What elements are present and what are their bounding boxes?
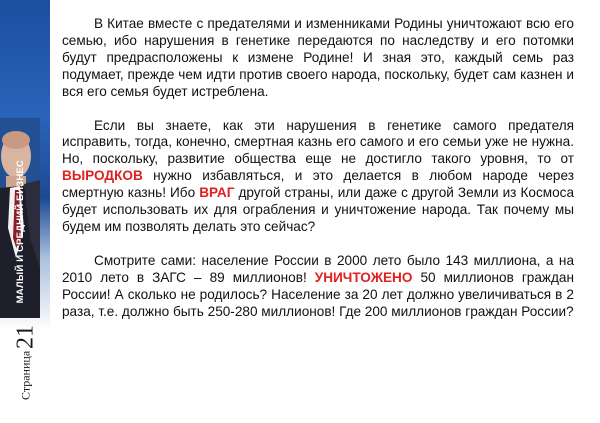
text-run: нужно избавляться, и это делается в любом народе через смертную казнь! Ибо — [62, 168, 574, 201]
text-run: другой страны, или даже с другой Земли из Космоса будет использовать их для ограбления и уничтожение народа. Так почему мы будем им позволять делать это сейчас? — [62, 185, 575, 234]
text-run: В Китае вместе с предателями и изменниками Родины уничтожают всю его семью, ибо нарушения в генетике передаются по наследству и его потомки будут предрасположены к измене Родине! И зная это, каждый семь раз подумает, прежде чем идти против своего народа, поскольку, будет сам казнен и вся его семья будет истреблена. — [62, 16, 574, 99]
page-word: Страница — [18, 350, 33, 400]
paragraph — [62, 118, 574, 236]
page-number — [10, 318, 42, 400]
paragraph — [62, 253, 574, 321]
emphasis-word: УНИЧТОЖЕНО — [314, 269, 413, 285]
sidebar — [0, 0, 50, 423]
section-label: МАЛЫЙ И СРЕДНИЙ БИЗНЕС — [15, 160, 26, 304]
document-body — [62, 16, 574, 338]
text-run: 50 миллионов граждан России! А сколько не родилось? Население за 20 лет должно увеличиваться в 2 раза, т.е. должно быть 250-280 миллионов! Где 200 миллионов граждан России? — [62, 269, 574, 319]
text-run: Смотрите сами: население России в 2000 лето было 143 миллиона, а на 2010 лето в ЗАГС – 89 миллионов! — [62, 252, 574, 285]
page-number-value: 21 — [12, 324, 39, 349]
emphasis-word: ВРАГ — [199, 185, 235, 201]
text-run: Если вы знаете, как эти нарушения в генетике самого предателя исправить, тогда, конечно, смертная казнь его самого и его семьи уже не нужна. Но, поскольку, развитие общества еще не достигло такого уровня, то от — [62, 117, 574, 167]
emphasis-word: ВЫРОДКОВ — [62, 168, 143, 184]
paragraph — [62, 16, 574, 101]
